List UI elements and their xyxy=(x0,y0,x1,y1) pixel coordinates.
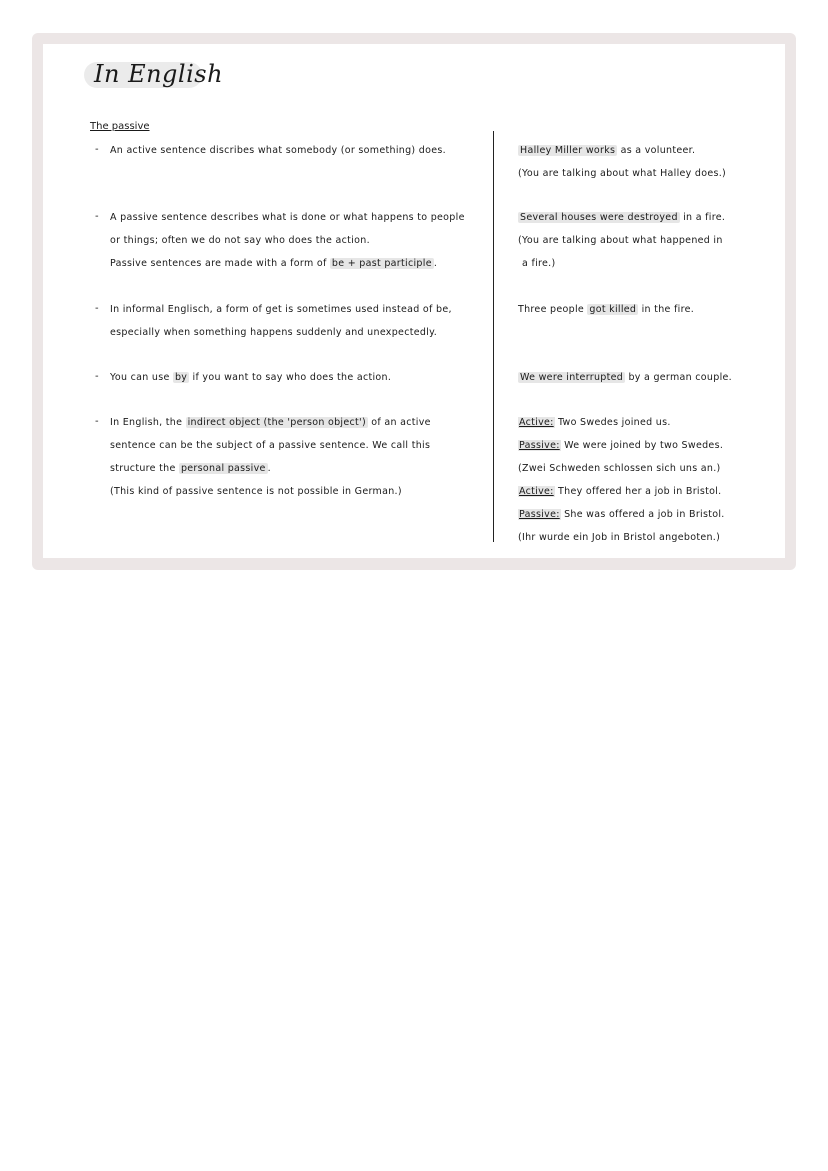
example-line: (Zwei Schweden schlossen sich uns an.) xyxy=(518,463,721,474)
page-title: In English xyxy=(94,60,224,88)
rule-line: In informal Englisch, a form of get is sometimes used instead of be, xyxy=(110,304,452,315)
rule-line: sentence can be the subject of a passive sentence. We call this xyxy=(110,440,431,451)
bullet-marker: - xyxy=(95,144,99,155)
highlighted-term: got killed xyxy=(589,304,637,315)
bullet-marker: - xyxy=(95,211,99,222)
example-line: Halley Miller works as a volunteer. xyxy=(520,145,696,156)
active-label: Active: xyxy=(519,417,554,428)
example-line: (You are talking about what Halley does.) xyxy=(518,168,727,179)
active-label: Active: xyxy=(519,486,554,497)
example-line: Several houses were destroyed in a fire. xyxy=(520,212,726,223)
rule-line: (This kind of passive sentence is not possible in German.) xyxy=(110,486,402,497)
example-line: (Ihr wurde ein Job in Bristol angeboten.) xyxy=(518,532,721,543)
rule-line: or things; often we do not say who does the action. xyxy=(110,235,370,246)
highlighted-term: Several houses were destroyed xyxy=(520,212,678,223)
highlighted-term: by xyxy=(174,372,188,383)
rule-line: structure the personal passive . xyxy=(110,463,271,474)
passive-label: Passive: xyxy=(519,440,560,451)
highlighted-term: Halley Miller works xyxy=(520,145,616,156)
passive-label: Passive: xyxy=(519,509,560,520)
example-line: (You are talking about what happened in xyxy=(518,235,723,246)
rule-line: In English, the indirect object (the 'person object') of an active xyxy=(110,417,431,428)
highlighted-term: be + past participle xyxy=(331,258,432,269)
rule-line: especially when something happens suddenly and unexpectedly. xyxy=(110,327,438,338)
example-line: Active: They offered her a job in Bristol. xyxy=(519,486,722,497)
example-line: Passive: We were joined by two Swedes. xyxy=(519,440,724,451)
highlighted-term: We were interrupted xyxy=(520,372,624,383)
example-line: Three people got killed in the fire. xyxy=(518,304,695,315)
example-line: a fire.) xyxy=(522,258,556,269)
rule-line: An active sentence discribes what somebody (or something) does. xyxy=(110,145,446,156)
example-line: We were interrupted by a german couple. xyxy=(520,372,732,383)
rule-line: You can use by if you want to say who does the action. xyxy=(110,372,392,383)
bullet-marker: - xyxy=(95,416,99,427)
section-heading: The passive xyxy=(90,121,150,132)
example-line: Active: Two Swedes joined us. xyxy=(519,417,671,428)
bullet-marker: - xyxy=(95,371,99,382)
note-sheet xyxy=(43,44,785,558)
title-block xyxy=(84,58,223,90)
highlighted-term: indirect object (the 'person object') xyxy=(187,417,366,428)
example-line: Passive: She was offered a job in Bristol. xyxy=(519,509,725,520)
rule-line: Passive sentences are made with a form of be + past participle . xyxy=(110,258,438,269)
column-divider xyxy=(493,131,494,542)
rule-line: A passive sentence describes what is done or what happens to people xyxy=(110,212,465,223)
highlighted-term: personal passive xyxy=(180,463,266,474)
bullet-marker: - xyxy=(95,303,99,314)
